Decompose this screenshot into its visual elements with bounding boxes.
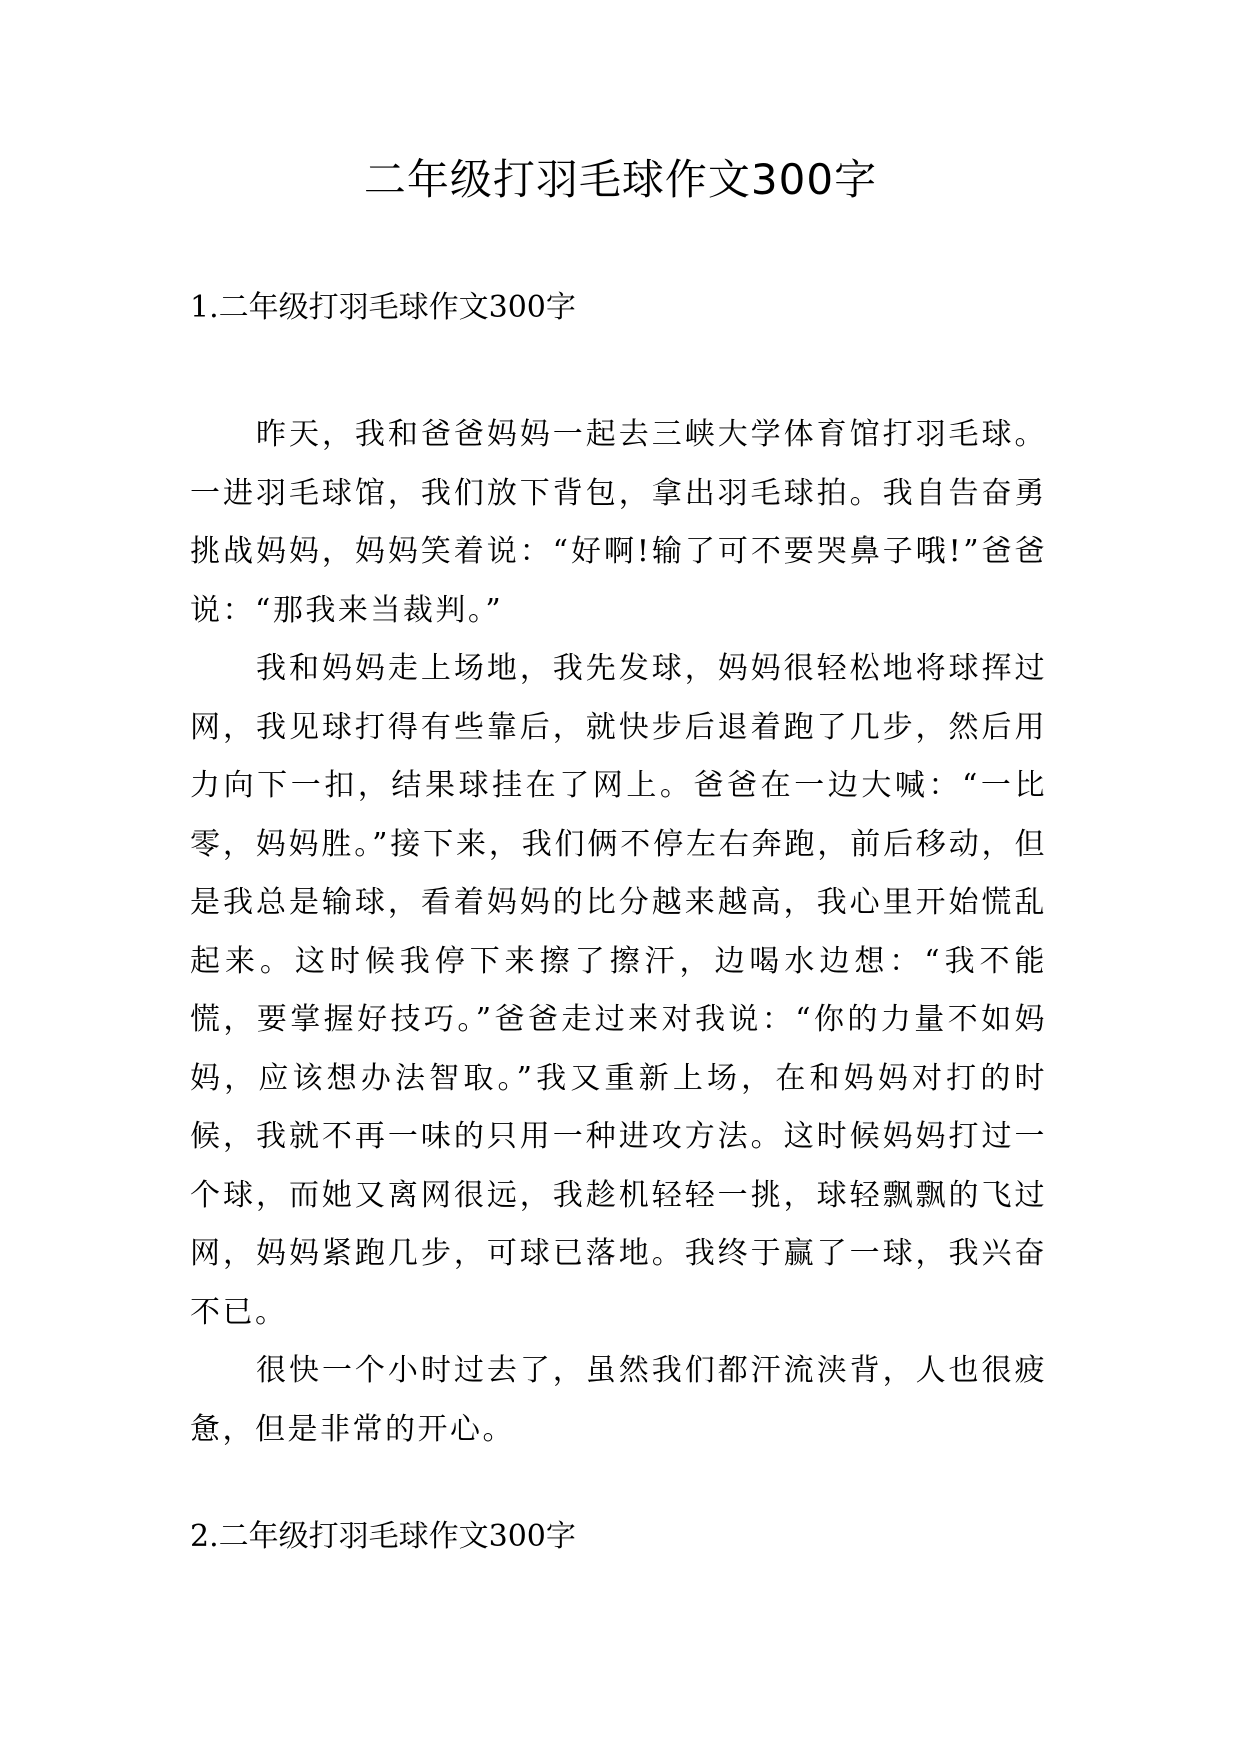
essay-body-1 (190, 406, 1047, 1459)
page-title: 二年级打羽毛球作文300字 (363, 155, 878, 204)
paragraph-2: 我和妈妈走上场地，我先发球，妈妈很轻松地将球挥过网，我见球打得有些靠后，就快步后退着跑了几步，然后用力向下一扣，结果球挂在了网上。爸爸在一边大喊：“一比零，妈妈胜。”接下来，我们俩不停左右奔跑，前后移动，但是我总是输球，看着妈妈的比分越来越高，我心里开始慌乱起来。这时候我停下来擦了擦汗，边喝水边想：“我不能慌，要掌握好技巧。”爸爸走过来对我说：“你的力量不如妈妈，应该想办法智取。”我又重新上场，在和妈妈对打的时候，我就不再一味的只用一种进攻方法。这时候妈妈打过一个球，而她又离网很远，我趁机轻轻一挑，球轻飘飘的飞过网，妈妈紧跑几步，可球已落地。我终于赢了一球，我兴奋不已。 (190, 651, 1047, 1330)
section-heading-2: 2.二年级打羽毛球作文300字 (190, 1519, 576, 1554)
section-heading-1: 1.二年级打羽毛球作文300字 (190, 290, 576, 325)
paragraph-1: 昨天，我和爸爸妈妈一起去三峡大学体育馆打羽毛球。一进羽毛球馆，我们放下背包，拿出羽毛球拍。我自告奋勇挑战妈妈，妈妈笑着说：“好啊!输了可不要哭鼻子哦!”爸爸说：“那我来当裁判。” (190, 417, 1047, 628)
paragraph-3: 很快一个小时过去了，虽然我们都汗流浃背，人也很疲惫，但是非常的开心。 (190, 1353, 1047, 1447)
